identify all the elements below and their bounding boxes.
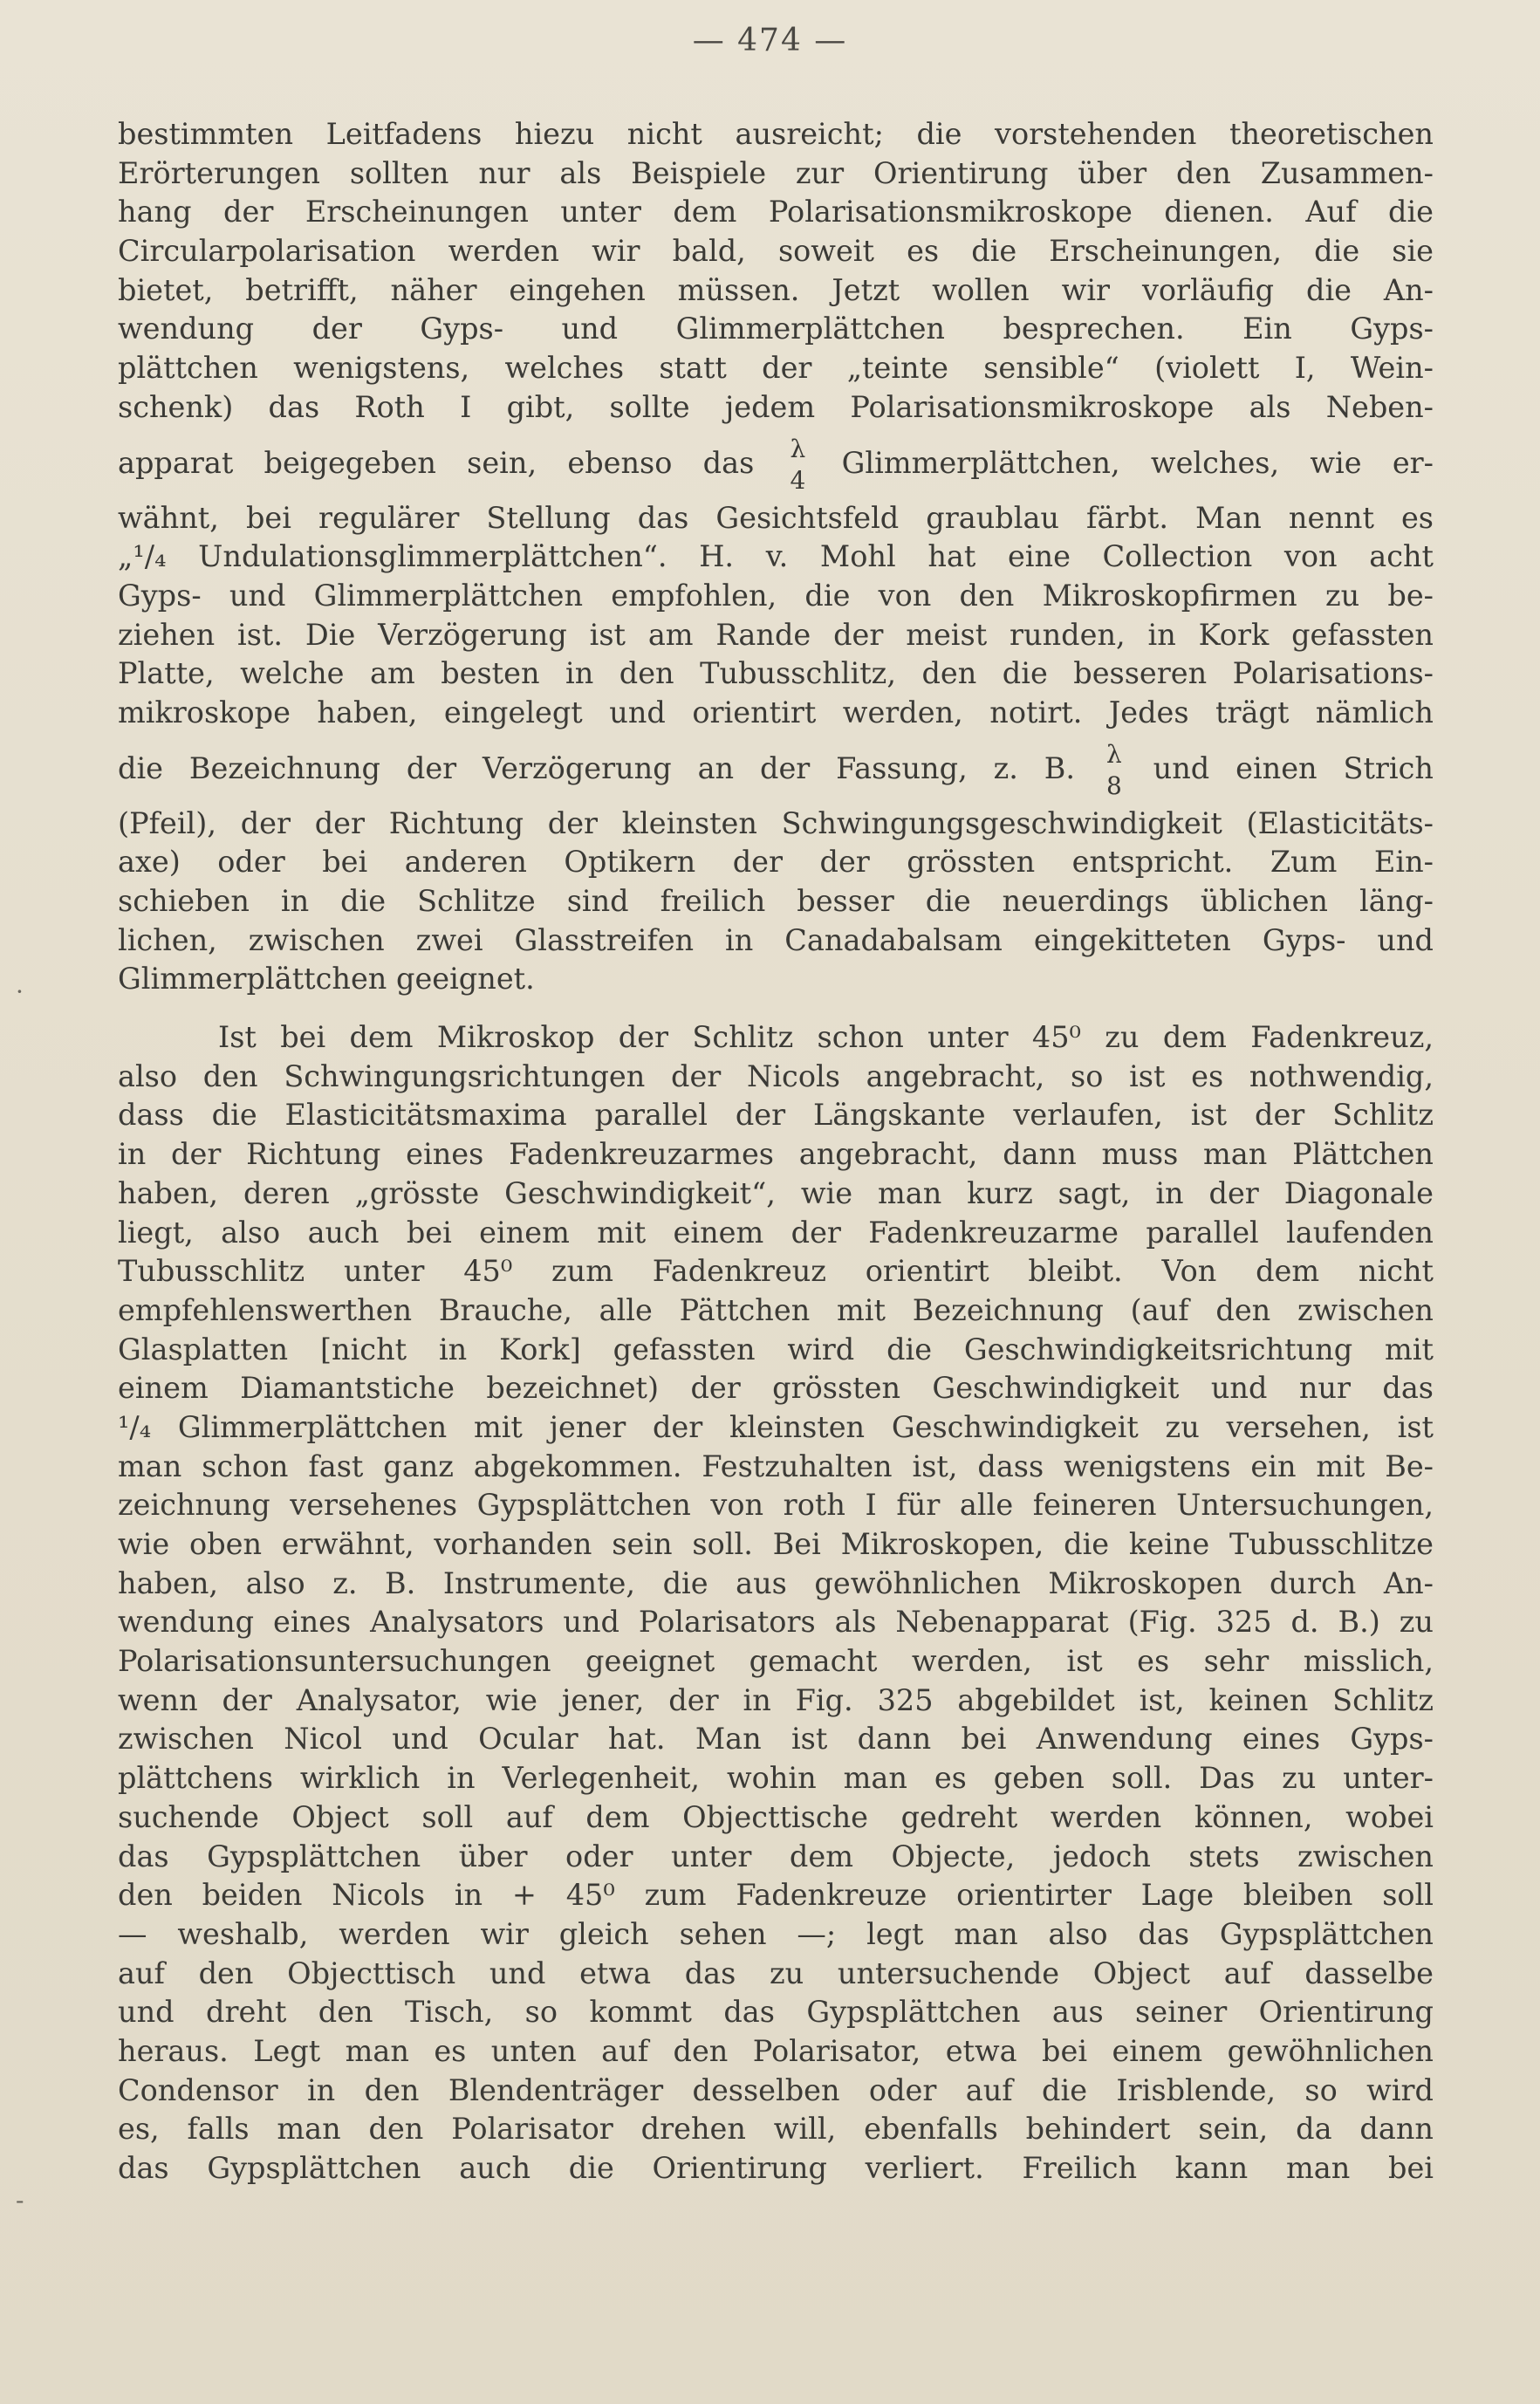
text-line: Glasplatten [nicht in Kork] gefassten wird die Geschwindigkeitsrichtung mit (118, 1332, 1434, 1366)
line-text: und einen Strich (1126, 750, 1434, 785)
paragraph-gap (118, 999, 1434, 1018)
text-line: wie oben erwähnt, vorhanden sein soll. Bei Mikroskopen, die keine Tubusschlitze (118, 1527, 1434, 1561)
text-line: ¹/₄ Glimmerplättchen mit jener der kleinsten Geschwindigkeit zu versehen, ist (118, 1409, 1434, 1444)
line-text: die Bezeichnung der Verzögerung an der Fassung, z. B. (118, 750, 1101, 785)
fraction (1106, 739, 1122, 802)
text-line: schieben in die Schlitze sind freilich besser die neuerdings üblichen läng- (118, 884, 1434, 918)
text-line: Polarisationsuntersuchungen geeignet gemacht werden, ist es sehr misslich, (118, 1644, 1434, 1679)
text-line: und dreht den Tisch, so kommt das Gypsplättchen aus seiner Orientirung (118, 1995, 1434, 2030)
text-line: dass die Elasticitätsmaxima parallel der Längskante verlaufen, ist der Schlitz (118, 1098, 1434, 1133)
paragraph (118, 1018, 1434, 2188)
text-line: bestimmten Leitfadens hiezu nicht ausreicht; die vorstehenden theoretischen (118, 117, 1434, 151)
text-line: heraus. Legt man es unten auf den Polarisator, etwa bei einem gewöhnlichen (118, 2033, 1434, 2068)
text-line: liegt, also auch bei einem mit einem der Fadenkreuzarme parallel laufenden (118, 1215, 1434, 1250)
text-line (118, 733, 1434, 805)
margin-mark: ‐ (16, 2186, 24, 2215)
text-line: bietet, betrifft, näher eingehen müssen. Jetzt wollen wir vorläufig die An- (118, 272, 1434, 307)
text-line: Platte, welche am besten in den Tubusschlitz, den die besseren Polarisations- (118, 656, 1434, 691)
text-line: axe) oder bei anderen Optikern der der grössten entspricht. Zum Ein- (118, 845, 1434, 880)
text-line: man schon fast ganz abgekommen. Festzuhalten ist, dass wenigstens ein mit Be- (118, 1449, 1434, 1483)
page-number: — 474 — (692, 23, 848, 58)
fraction-numerator: λ (1105, 739, 1122, 769)
paragraph (118, 115, 1434, 999)
margin-mark: · (16, 977, 24, 1006)
text-line: Circularpolarisation werden wir bald, soweit es die Erscheinungen, die sie (118, 234, 1434, 269)
text-line: auf den Objecttisch und etwa das zu untersuchende Object auf dasselbe (118, 1955, 1434, 1990)
text-line: plättchen wenigstens, welches statt der „teinte sensible“ (violett I, Wein- (118, 351, 1434, 386)
body-text (118, 115, 1434, 2188)
text-line: wendung eines Analysators und Polarisators als Nebenapparat (Fig. 325 d. B.) zu (118, 1605, 1434, 1640)
text-line: wendung der Gyps- und Glimmerplättchen besprechen. Ein Gyps- (118, 312, 1434, 346)
text-line: haben, deren „grösste Geschwindigkeit“, wie man kurz sagt, in der Diagonale (118, 1175, 1434, 1210)
fraction-denominator: 4 (790, 465, 806, 495)
text-line: zeichnung versehenes Gypsplättchen von roth I für alle feineren Untersuchungen, (118, 1488, 1434, 1523)
text-line: zwischen Nicol und Ocular hat. Man ist dann bei Anwendung eines Gyps- (118, 1722, 1434, 1757)
text-line: — weshalb, werden wir gleich sehen —; legt man also das Gypsplättchen (118, 1916, 1434, 1951)
text-line: ziehen ist. Die Verzögerung ist am Rande der meist runden, in Kork gefassten (118, 617, 1434, 652)
text-line: haben, also z. B. Instrumente, die aus gewöhnlichen Mikroskopen durch An- (118, 1565, 1434, 1600)
text-line: einem Diamantstiche bezeichnet) der grössten Geschwindigkeit und nur das (118, 1371, 1434, 1406)
text-line: „¹/₄ Undulationsglimmerplättchen“. H. v. Mohl hat eine Collection von acht (118, 539, 1434, 574)
text-line: schenk) das Roth I gibt, sollte jedem Polarisationsmikroskope als Neben- (118, 389, 1434, 424)
text-line: das Gypsplättchen auch die Orientirung verliert. Freilich kann man bei (118, 2151, 1434, 2185)
fraction-numerator: λ (790, 434, 806, 463)
text-line: Ist bei dem Mikroskop der Schlitz schon unter 45⁰ zu dem Fadenkreuz, (218, 1020, 1434, 1055)
text-line: also den Schwingungsrichtungen der Nicols angebracht, so ist es nothwendig, (118, 1058, 1434, 1093)
text-line: lichen, zwischen zwei Glasstreifen in Canadabalsam eingekitteten Gyps- und (118, 922, 1434, 957)
text-line: empfehlenswerthen Brauche, alle Pättchen mit Bezeichnung (auf den zwischen (118, 1292, 1434, 1327)
text-line (118, 428, 1434, 499)
text-line: plättchens wirklich in Verlegenheit, wohin man es geben soll. Das zu unter- (118, 1761, 1434, 1796)
line-text: apparat beigegeben sein, ebenso das (118, 445, 785, 480)
text-line: mikroskope haben, eingelegt und orientirt werden, notirt. Jedes trägt nämlich (118, 695, 1434, 729)
line-text: Glimmerplättchen, welches, wie er- (811, 445, 1434, 480)
fraction (791, 434, 806, 497)
text-line: es, falls man den Polarisator drehen will, ebenfalls behindert sein, da dann (118, 2112, 1434, 2147)
text-line: wähnt, bei regulärer Stellung das Gesichtsfeld graublau färbt. Man nennt es (118, 500, 1434, 535)
text-line: Glimmerplättchen geeignet. (118, 962, 535, 997)
text-line: in der Richtung eines Fadenkreuzarmes angebracht, dann muss man Plättchen (118, 1137, 1434, 1172)
text-line: Tubusschlitz unter 45⁰ zum Fadenkreuz orientirt bleibt. Von dem nicht (118, 1254, 1434, 1289)
text-line: (Pfeil), der der Richtung der kleinsten Schwingungsgeschwindigkeit (Elasticitäts- (118, 805, 1434, 840)
text-line: Condensor in den Blendenträger desselben oder auf die Irisblende, so wird (118, 2072, 1434, 2107)
fraction-denominator: 8 (1105, 771, 1122, 800)
text-line: wenn der Analysator, wie jener, der in Fig. 325 abgebildet ist, keinen Schlitz (118, 1682, 1434, 1717)
text-line: Gyps- und Glimmerplättchen empfohlen, die von den Mikroskopfirmen zu be- (118, 578, 1434, 613)
text-line: den beiden Nicols in + 45⁰ zum Fadenkreuze orientirter Lage bleiben soll (118, 1878, 1434, 1913)
text-line: das Gypsplättchen über oder unter dem Objecte, jedoch stets zwischen (118, 1839, 1434, 1873)
text-line: Erörterungen sollten nur als Beispiele zur Orientirung über den Zusammen- (118, 155, 1434, 190)
text-line: suchende Object soll auf dem Objecttische gedreht werden können, wobei (118, 1799, 1434, 1834)
text-line: hang der Erscheinungen unter dem Polarisationsmikroskope dienen. Auf die (118, 195, 1434, 229)
